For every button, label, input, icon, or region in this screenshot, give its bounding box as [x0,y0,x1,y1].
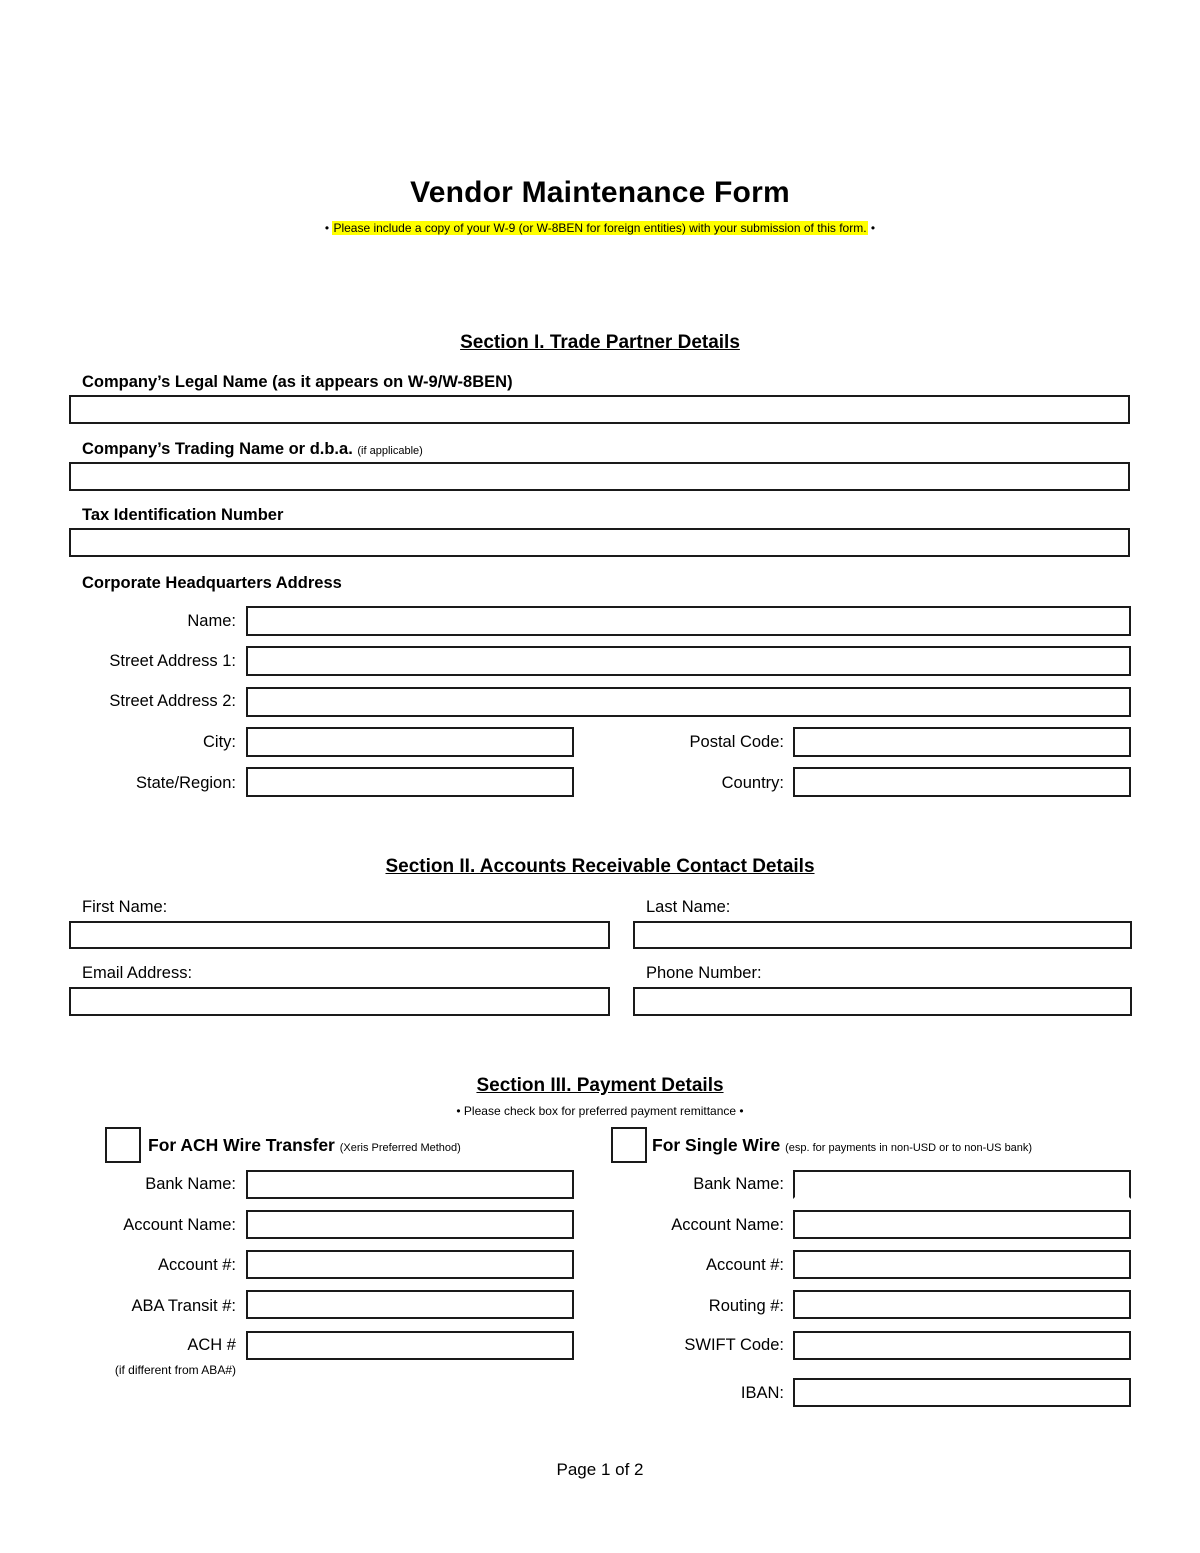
wire-note: (esp. for payments in non-USD or to non-US bank) [785,1142,1033,1154]
w9-notice-text: Please include a copy of your W-9 (or W-8BEN for foreign entities) with your submission of this form. [333,221,867,235]
hq-country-field[interactable] [793,767,1131,797]
ach-num-note: (if different from ABA#) [114,1363,236,1377]
ach-num-label: ACH # [187,1336,236,1354]
first-name-field[interactable] [69,921,610,949]
ach-note: (Xeris Preferred Method) [339,1142,461,1154]
hq-state-label: State/Region: [136,774,236,792]
tin-label: Tax Identification Number [82,506,284,524]
ach-bank-name-field[interactable] [246,1170,574,1199]
phone-label: Phone Number: [646,964,762,982]
wire-swift-label: SWIFT Code: [684,1336,784,1354]
ach-aba-field[interactable] [246,1290,574,1319]
legal-name-label: Company’s Legal Name (as it appears on W-9/W-8BEN) [82,373,513,391]
hq-postal-label: Postal Code: [689,733,784,751]
hq-street2-field[interactable] [246,687,1131,717]
wire-iban-label: IBAN: [740,1384,784,1402]
wire-account-num-field[interactable] [793,1250,1131,1279]
wire-routing-label: Routing #: [708,1297,784,1315]
wire-checkbox[interactable] [611,1127,647,1163]
last-name-field[interactable] [633,921,1132,949]
ach-title [148,1135,461,1156]
hq-country-label: Country: [721,774,784,792]
wire-bank-name-field[interactable] [793,1170,1131,1199]
hq-state-field[interactable] [246,767,574,797]
hq-city-label: City: [203,733,236,751]
hq-street1-field[interactable] [246,646,1131,676]
hq-name-field[interactable] [246,606,1131,636]
section1-heading: Section I. Trade Partner Details [460,332,740,353]
payment-instruction: • Please check box for preferred payment remittance • [456,1104,744,1118]
trading-name-field[interactable] [69,462,1130,491]
wire-account-name-label: Account Name: [671,1216,784,1234]
page-number: Page 1 of 2 [556,1460,644,1479]
trading-name-label-text: Company’s Trading Name or d.b.a. [82,440,353,458]
email-field[interactable] [69,987,610,1016]
trading-name-label [82,440,423,459]
wire-routing-field[interactable] [793,1290,1131,1319]
hq-address-label: Corporate Headquarters Address [82,574,342,592]
ach-num-field[interactable] [246,1331,574,1360]
ach-title-text: For ACH Wire Transfer [148,1135,335,1155]
ach-checkbox[interactable] [105,1127,141,1163]
w9-notice [0,221,1200,235]
hq-street2-label: Street Address 2: [109,692,236,710]
wire-swift-field[interactable] [793,1331,1131,1360]
hq-postal-field[interactable] [793,727,1131,757]
tin-field[interactable] [69,528,1130,557]
trading-name-note: (if applicable) [357,445,423,457]
ach-account-name-label: Account Name: [123,1216,236,1234]
ach-bank-name-label: Bank Name: [145,1175,236,1193]
ach-aba-label: ABA Transit #: [131,1297,236,1315]
email-label: Email Address: [82,964,193,982]
first-name-label: First Name: [82,898,168,916]
phone-field[interactable] [633,987,1132,1016]
bullet-icon: • [324,221,330,235]
wire-account-num-label: Account #: [706,1256,784,1274]
legal-name-field[interactable] [69,395,1130,424]
ach-account-name-field[interactable] [246,1210,574,1239]
page-title: Vendor Maintenance Form [410,176,790,209]
wire-iban-field[interactable] [793,1378,1131,1407]
hq-city-field[interactable] [246,727,574,757]
wire-bank-name-label: Bank Name: [693,1175,784,1193]
section2-heading: Section II. Accounts Receivable Contact Details [385,856,815,877]
hq-street1-label: Street Address 1: [109,652,236,670]
bullet-icon: • [870,221,876,235]
ach-account-num-label: Account #: [158,1256,236,1274]
last-name-label: Last Name: [646,898,731,916]
section3-heading: Section III. Payment Details [476,1075,724,1096]
wire-title-text: For Single Wire [652,1135,781,1155]
ach-account-num-field[interactable] [246,1250,574,1279]
wire-account-name-field[interactable] [793,1210,1131,1239]
wire-title [652,1135,1032,1156]
hq-name-label: Name: [187,612,236,630]
